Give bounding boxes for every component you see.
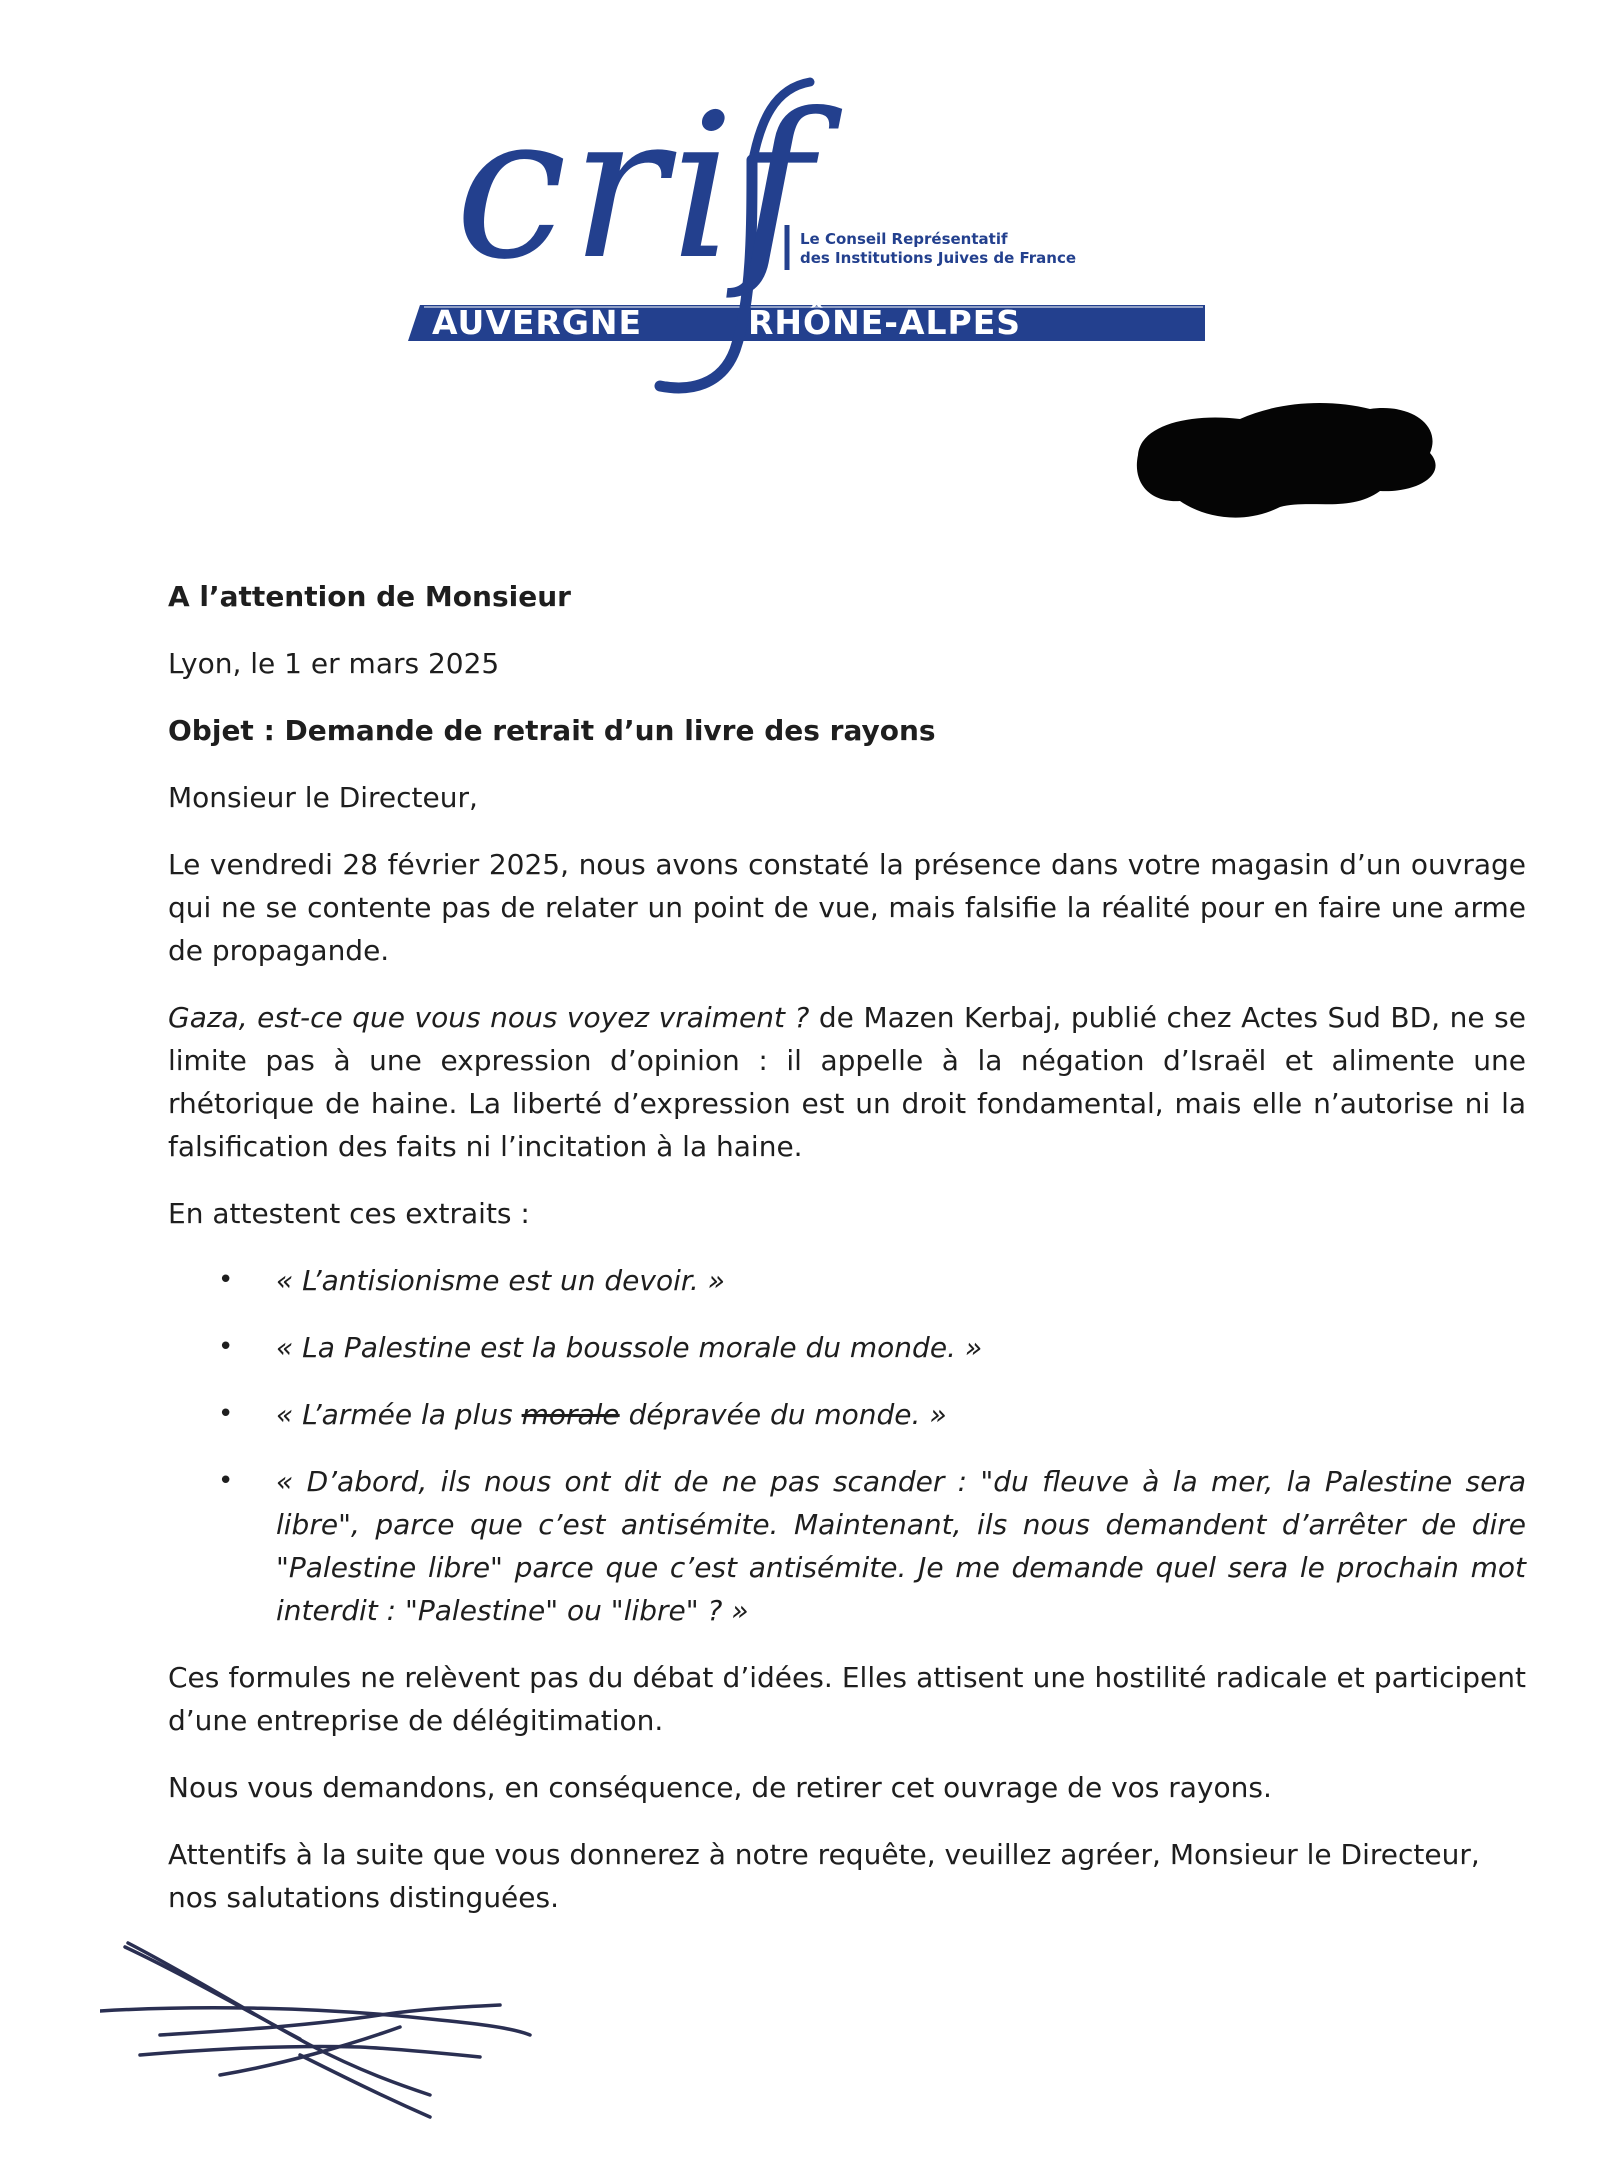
list-item bbox=[168, 1460, 1526, 1632]
tagline-line-2: des Institutions Juives de France bbox=[800, 249, 1077, 267]
list-item bbox=[168, 1326, 1526, 1369]
letter-body bbox=[168, 575, 1526, 1943]
list-item bbox=[168, 1259, 1526, 1302]
signature-stroke bbox=[125, 1947, 300, 2039]
region-label-right: RHÔNE-ALPES bbox=[748, 303, 1022, 342]
logo-tagline bbox=[800, 230, 1130, 268]
paragraph-request: Nous vous demandons, en conséquence, de retirer cet ouvrage de vos rayons. bbox=[168, 1771, 1272, 1804]
subject-line: Objet : Demande de retrait d’un livre des rayons bbox=[168, 714, 936, 747]
extracts-list bbox=[168, 1259, 1526, 1632]
extract-text: « D’abord, ils nous ont dit de ne pas scander : "du fleuve à la mer, la Palestine sera libre", parce que c’est antisémite. Maintenant, ils nous demandent d’arrêter de dire "Palestine libre" parce que c’est antisémite. Je me demande quel sera le prochain mot interdit : "Palestine" ou "libre" ? » bbox=[276, 1465, 1526, 1627]
bullet-icon: • bbox=[218, 1332, 234, 1362]
redaction-blot-icon bbox=[1130, 395, 1450, 535]
signature-stroke bbox=[220, 2027, 400, 2075]
paragraph-book bbox=[168, 996, 1526, 1168]
extract-text-after: dépravée du monde. » bbox=[619, 1398, 947, 1431]
extract-text: « La Palestine est la boussole morale du monde. » bbox=[276, 1331, 983, 1364]
extract-text: « L’antisionisme est un devoir. » bbox=[276, 1264, 725, 1297]
handwritten-signature-icon bbox=[100, 1935, 560, 2125]
crif-logo-word: crif bbox=[455, 71, 817, 304]
recipient-line: A l’attention de Monsieur bbox=[168, 580, 571, 613]
extracts-intro: En attestent ces extraits : bbox=[168, 1197, 530, 1230]
signature-stroke bbox=[300, 2055, 430, 2117]
tagline-line-1: Le Conseil Représentatif bbox=[800, 230, 1008, 248]
struck-word: morale bbox=[521, 1398, 620, 1431]
list-item bbox=[168, 1393, 1526, 1436]
signature-stroke bbox=[100, 2008, 530, 2035]
bullet-icon: • bbox=[218, 1399, 234, 1429]
closing-formula: Attentifs à la suite que vous donnerez à notre requête, veuillez agréer, Monsieur le Directeur, nos salutations distinguées. bbox=[168, 1838, 1480, 1914]
bullet-icon: • bbox=[218, 1265, 234, 1295]
paragraph-intro: Le vendredi 28 février 2025, nous avons constaté la présence dans votre magasin d’un ouvrage qui ne se contente pas de relater un point de vue, mais falsifie la réalité pour en faire une arme de propagande. bbox=[168, 848, 1526, 967]
book-title: Gaza, est-ce que vous nous voyez vraiment ? bbox=[168, 1001, 810, 1034]
region-label-left: AUVERGNE bbox=[432, 303, 643, 342]
salutation: Monsieur le Directeur, bbox=[168, 781, 478, 814]
signature-stroke bbox=[128, 1943, 430, 2095]
paragraph-assessment: Ces formules ne relèvent pas du débat d’idées. Elles attisent une hostilité radicale et participent d’une entreprise de délégitimation. bbox=[168, 1661, 1526, 1737]
extract-text-before: « L’armée la plus bbox=[276, 1398, 522, 1431]
book-description: de Mazen Kerbaj, publié chez Actes Sud BD, ne se limite pas à une expression d’opinion : il appelle à la négation d’Israël et alimente une rhétorique de haine. La liberté d’expression est un droit fondamental, mais elle n’autorise ni la falsification des faits ni l’incitation à la haine. bbox=[168, 1001, 1526, 1163]
bullet-icon: • bbox=[218, 1466, 234, 1496]
letterhead bbox=[0, 0, 1620, 420]
place-date: Lyon, le 1 er mars 2025 bbox=[168, 647, 500, 680]
